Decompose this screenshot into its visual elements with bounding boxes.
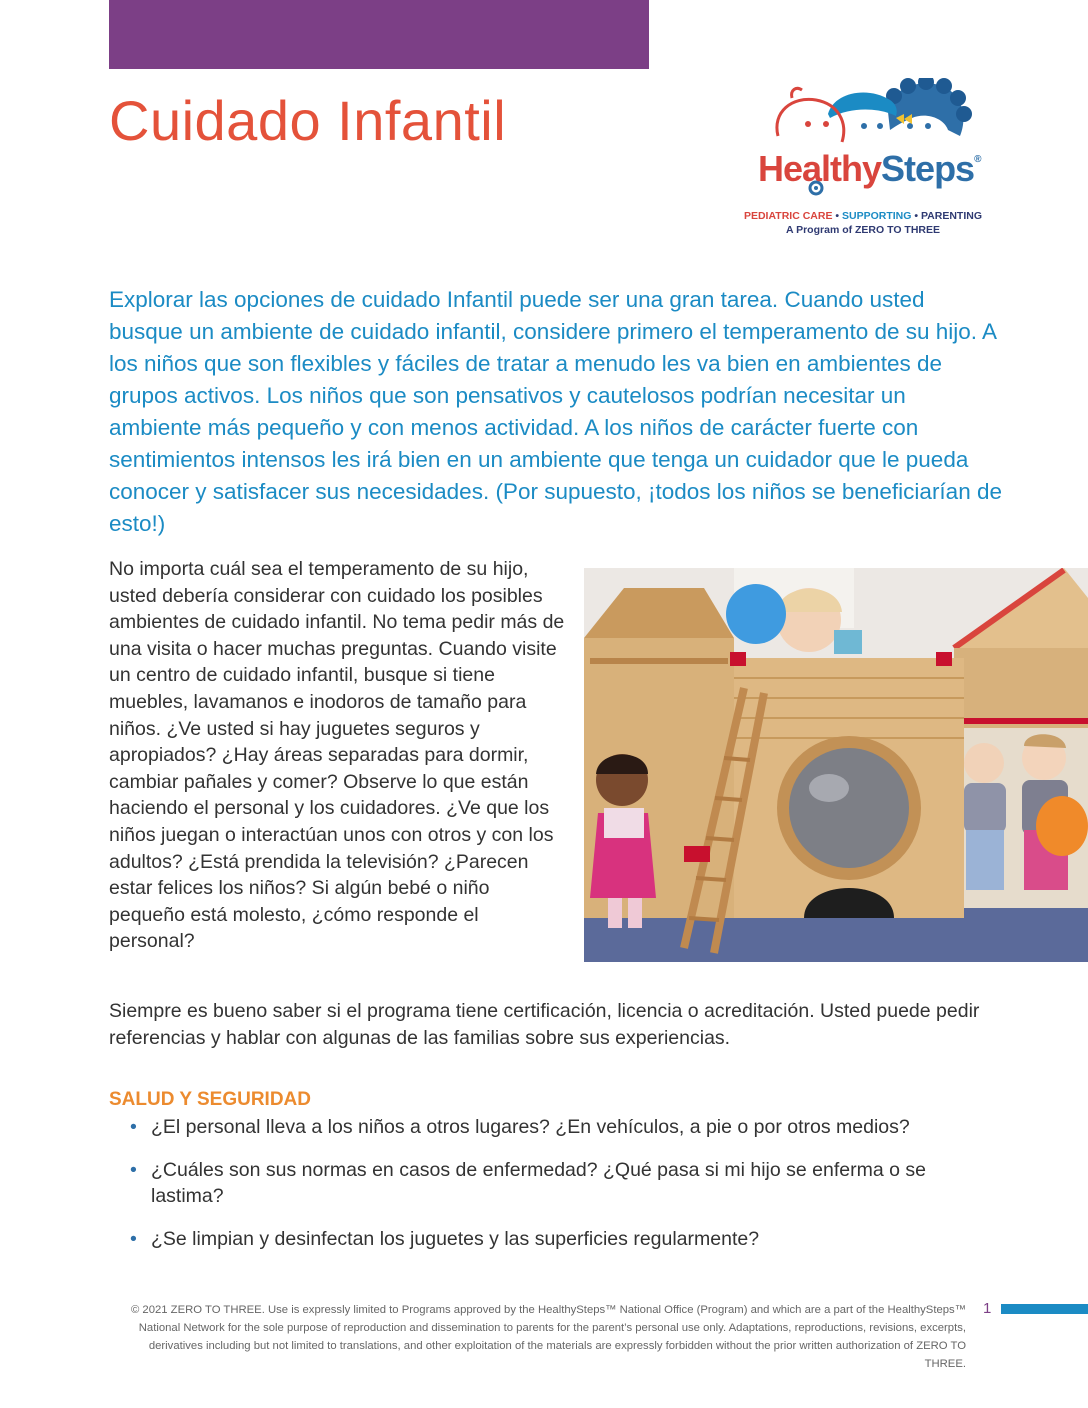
section-title-health-safety: SALUD Y SEGURIDAD <box>109 1089 311 1110</box>
page-number: 1 <box>983 1300 992 1317</box>
logo-tagline <box>730 210 996 222</box>
logo-wordmark <box>758 148 980 190</box>
logo-program-line: A Program of ZERO TO THREE <box>785 224 940 236</box>
tagline-separator: • <box>914 210 919 222</box>
tagline-supporting: SUPPORTING <box>841 210 912 222</box>
healthysteps-logo <box>730 78 996 240</box>
tagline-pediatric-care: PEDIATRIC CARE <box>743 210 833 222</box>
list-item-text: ¿Cuáles son sus normas en casos de enfermedad? ¿Qué pasa si mi hijo se enferma o se lastima? <box>151 1158 926 1208</box>
list-item-text: ¿El personal lleva a los niños a otros lugares? ¿En vehículos, a pie o por otros medios? <box>151 1116 910 1138</box>
page-title: Cuidado Infantil <box>109 89 507 152</box>
bullet-dot-icon: • <box>130 1116 137 1138</box>
children-playing-photo <box>584 568 1088 962</box>
body-paragraph-1: No importa cuál sea el temperamento de su hijo, usted debería considerar con cuidado los posibles ambientes de cuidado infantil. No tema pedir más de una visita o hacer muchas preguntas. Cuando visite un centro de cuidado infantil, busque si tiene muebles, lavamanos e inodoros de tamaño para niños. ¿Ve usted si hay juguetes seguros y apropiados? ¿Hay áreas separadas para dormir, cambiar pañales y comer? Observe lo que están haciendo el personal y los cuidadores. ¿Ve que los niños juegan o interactúan unos con otros y con los adultos? ¿Está prendida la televisión? ¿Parecen estar felices los niños? Si algún bebé o niño pequeño está molesto, ¿cómo responde el personal? <box>109 558 565 953</box>
health-safety-list <box>130 1114 990 1268</box>
list-item <box>130 1114 990 1141</box>
list-item <box>130 1226 990 1253</box>
bullet-dot-icon: • <box>130 1158 137 1181</box>
list-item <box>130 1157 990 1210</box>
children-faces-logo-graphic <box>730 78 996 210</box>
bullet-dot-icon: • <box>130 1227 137 1250</box>
logo-word-steps: Steps <box>881 148 975 189</box>
top-accent-bar <box>109 0 649 69</box>
body-paragraph-2: Siempre es bueno saber si el programa tiene certificación, licencia o acreditación. Usted puede pedir referencias y hablar con algunas de las familias sobre sus experiencias. <box>109 1000 980 1049</box>
footer-accent-bar <box>1001 1304 1088 1314</box>
tagline-separator: • <box>835 210 840 222</box>
registered-mark: ® <box>974 154 981 165</box>
intro-paragraph: Explorar las opciones de cuidado Infantil puede ser una gran tarea. Cuando usted busque un ambiente de cuidado infantil, considere primero el temperamento de su hijo. A los niños que son flexibles y fáciles de tratar a menudo les va bien en ambientes de grupos activos. Los niños que son pensativos y cautelosos podrían necesitar un ambiente más pequeño y con menos actividad. A los niños de carácter fuerte con sentimientos intensos les irá bien en un ambiente que tenga un cuidador que le pueda conocer y satisfacer sus necesidades. (Por supuesto, ¡todos los niños se beneficiarían de esto!) <box>109 287 1002 536</box>
list-item-text: ¿Se limpian y desinfectan los juguetes y las superficies regularmente? <box>151 1227 760 1250</box>
copyright-footer: © 2021 ZERO TO THREE. Use is expressly limited to Programs approved by the HealthySteps™ National Office (Program) and which are a part of the HealthySteps™ National Network for the sole purpose of reproduction and dissemination to parents for the parent’s personal use only. Adaptations, reproductions, revisions, excerpts, derivatives including but not limited to translations, and other exploitation of the materials are expressly forbidden without the prior written authorization of ZERO TO THREE. <box>130 1304 966 1370</box>
tagline-parenting: PARENTING <box>920 210 983 222</box>
logo-word-healthy: Healthy <box>758 148 882 189</box>
